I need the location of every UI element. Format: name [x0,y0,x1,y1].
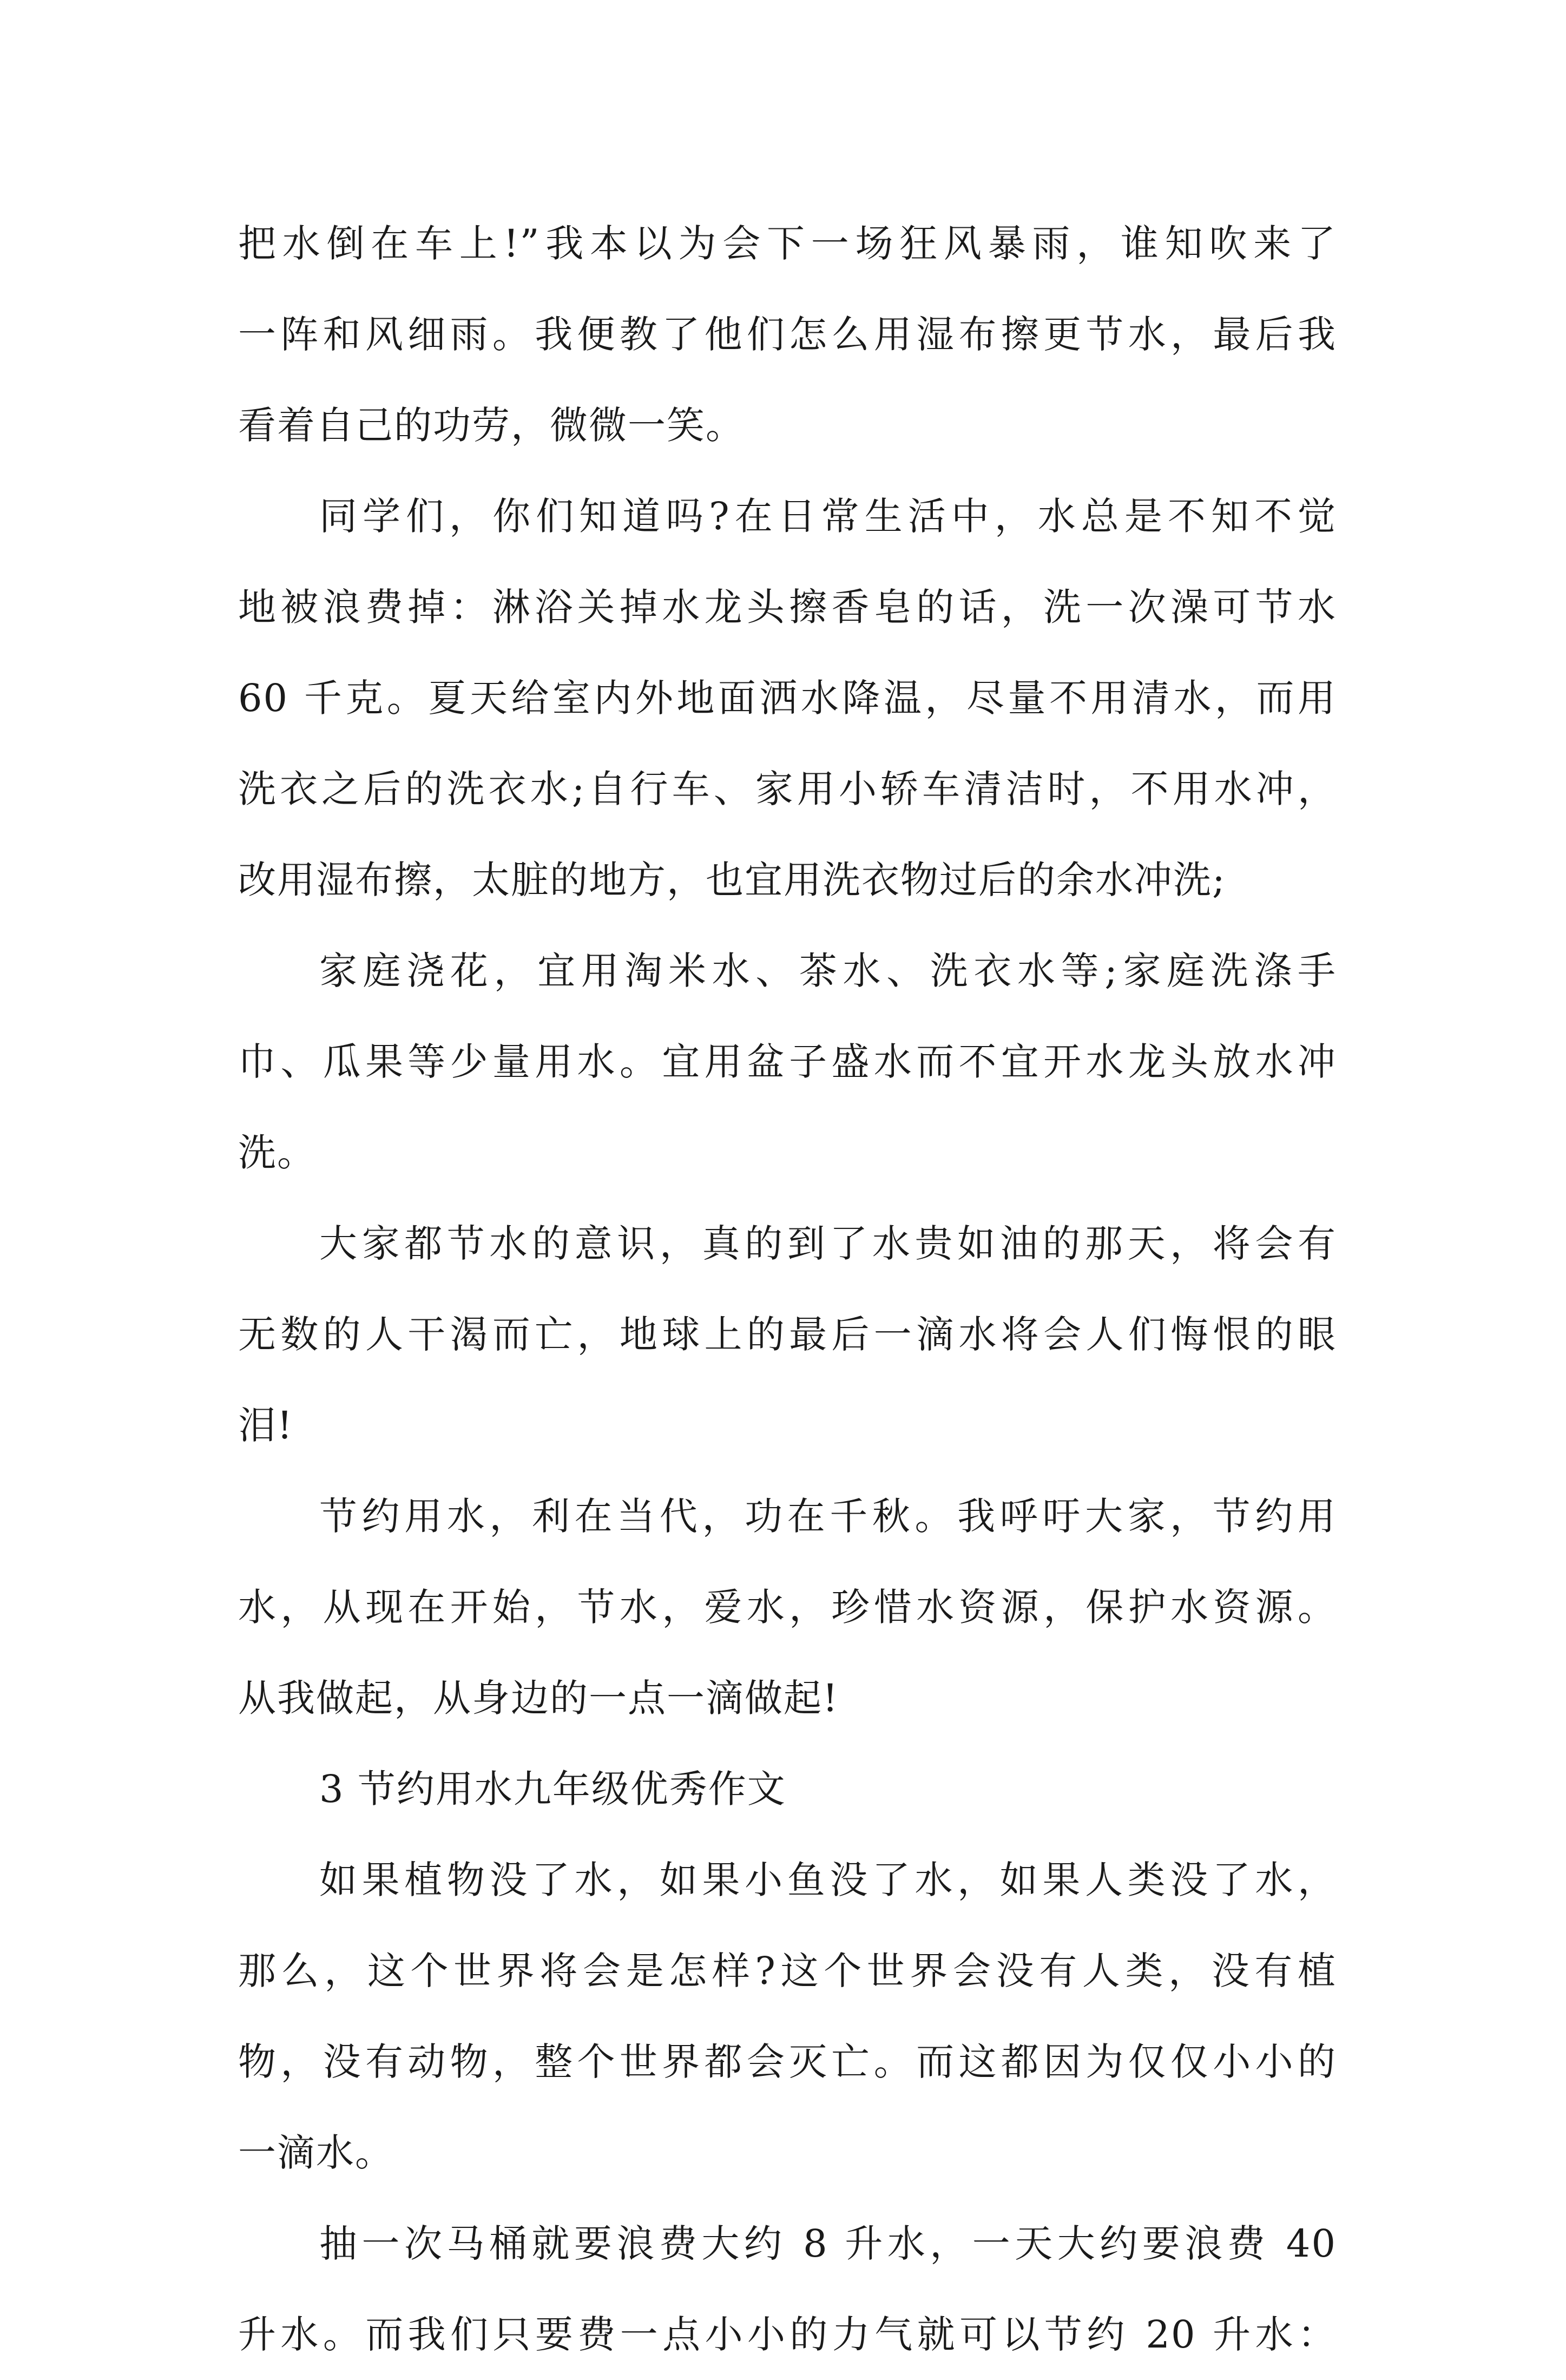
text-line: 泪! [238,1403,294,1448]
text-line: 把水倒在车上!”我本以为会下一场狂风暴雨，谁知吹来了 [238,221,1337,266]
text-line: 水，从现在开始，节水，爱水，珍惜水资源，保护水资源。 [238,1585,1337,1629]
text-line: 改用湿布擦，太脏的地方，也宜用洗衣物过后的余水冲洗; [238,858,1226,902]
text-line: 从我做起，从身边的一点一滴做起! [238,1676,839,1720]
text-line: 家庭浇花，宜用淘米水、茶水、洗衣水等;家庭洗涤手 [319,949,1337,993]
text-line: 同学们，你们知道吗?在日常生活中，水总是不知不觉 [319,494,1337,538]
section-heading: 3 节约用水九年级优秀作文 [319,1767,786,1811]
text-line: 巾、瓜果等少量用水。宜用盆子盛水而不宜开水龙头放水冲 [238,1040,1337,1084]
text-line: 物，没有动物，整个世界都会灭亡。而这都因为仅仅小小的 [238,2040,1337,2084]
text-line: 地被浪费掉：淋浴关掉水龙头擦香皂的话，洗一次澡可节水 [238,585,1337,629]
text-line: 大家都节水的意识，真的到了水贵如油的那天，将会有 [319,1221,1337,1266]
text-line: 一滴水。 [238,2131,394,2175]
text-line: 无数的人干渴而亡，地球上的最后一滴水将会人们悔恨的眼 [238,1312,1337,1357]
text-line: 看着自己的功劳，微微一笑。 [238,403,745,448]
text-line: 洗衣之后的洗衣水;自行车、家用小轿车清洁时，不用水冲， [238,767,1337,811]
text-line: 一阵和风细雨。我便教了他们怎么用湿布擦更节水，最后我 [238,312,1337,357]
text-line: 那么，这个世界将会是怎样?这个世界会没有人类，没有植 [238,1949,1337,1993]
text-line: 抽一次马桶就要浪费大约 8 升水，一天大约要浪费 40 [319,2221,1337,2266]
document-body [238,198,1337,2380]
text-line: 节约用水，利在当代，功在千秋。我呼吁大家，节约用 [319,1494,1337,1539]
text-line: 升水。而我们只要费一点小小的力气就可以节约 20 升水： [238,2312,1337,2357]
text-line: 洗。 [238,1130,316,1175]
text-line: 60 千克。夏天给室内外地面洒水降温，尽量不用清水，而用 [238,676,1337,720]
text-line: 如果植物没了水，如果小鱼没了水，如果人类没了水， [319,1858,1337,1902]
